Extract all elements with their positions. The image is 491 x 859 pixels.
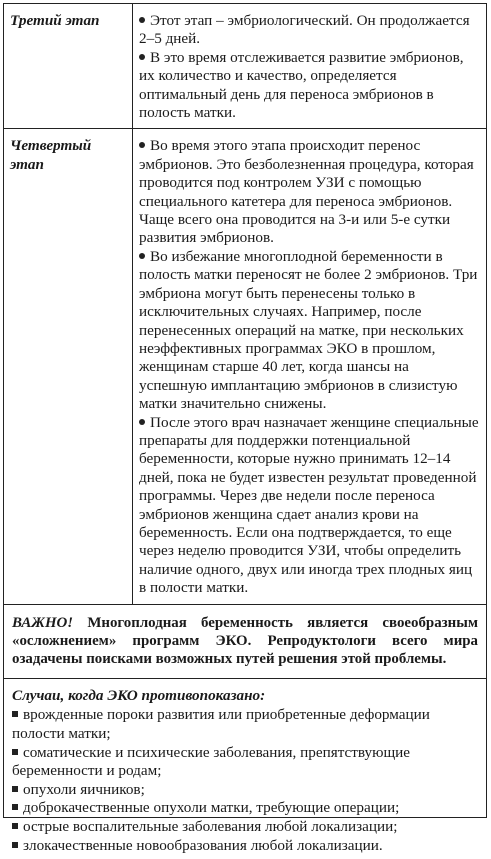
bullet-dot-icon [139,253,145,259]
important-note [4,605,486,679]
bullet-text: В это время отслеживается развитие эмбрионов, их количество и качество, определяется оптимальный день для переноса эмбрионов в полость матки. [139,48,464,122]
bullet-dot-icon [139,419,145,425]
stages-table [4,4,486,605]
bullet-square-icon [12,711,18,717]
list-item-text: врожденные пороки развития или приобретенные деформации полости матки; [12,706,430,742]
stage-name: Четвертый этап [4,129,133,604]
stage-bullet [139,12,480,49]
contraindications-list [12,706,478,855]
stage-name: Третий этап [4,4,133,129]
important-lead: ВАЖНО! [12,614,74,631]
bullet-dot-icon [139,142,145,148]
bullet-square-icon [12,842,18,848]
important-text: Многоплодная беременность является своеобразным «осложнением» программ ЭКО. Репродуктологи всего мира озадачены поисками возможных путей решения этой проблемы. [12,614,478,668]
list-item [12,799,478,818]
stage-bullet [139,414,480,598]
stage-description [133,4,487,129]
list-item-text: опухоли яичников; [23,780,145,798]
list-item-text: злокачественные новообразования любой локализации. [23,836,383,854]
list-item [12,744,478,781]
stage-row-third [4,4,486,129]
bullet-square-icon [12,804,18,810]
list-item-text: соматические и психические заболевания, препятствующие беременности и родам; [12,743,411,780]
stage-bullet [139,137,480,247]
bullet-dot-icon [139,17,145,23]
list-item [12,781,478,800]
stage-bullet [139,248,480,414]
stage-row-fourth [4,129,486,604]
stage-bullet [139,49,480,123]
bullet-text: Во избежание многоплодной беременности в полость матки переносят не более 2 эмбрионов. Три эмбриона могут быть перенесены только в исключительных случаях. Например, после перенесенных операций на матке, при нескольких неэффективных программах ЭКО в прошлом, женщинам старше 40 лет, когда шансы на успешную имплантацию эмбрионов в слизистую матки значительно снижены. [139,247,478,413]
bullet-text: Этот этап – эмбриологический. Он продолжается 2–5 дней. [139,12,470,48]
list-item-text: доброкачественные опухоли матки, требующие операции; [23,799,400,817]
contraindications-section [4,679,486,859]
bullet-dot-icon [139,54,145,60]
list-item [12,706,478,743]
bullet-square-icon [12,823,18,829]
bullet-text: Во время этого этапа происходит перенос эмбрионов. Это безболезненная процедура, которая проводится под контролем УЗИ с помощью специального катетера для переноса эмбрионов. Чаще всего она проводится на 3-и или 5-е сутки развития эмбрионов. [139,137,474,247]
bullet-square-icon [12,786,18,792]
bullet-square-icon [12,749,18,755]
list-item-text: острые воспалительные заболевания любой локализации; [23,817,398,835]
contraindications-heading: Случаи, когда ЭКО противопоказано: [12,686,266,704]
document-page [3,3,487,854]
list-item [12,837,478,856]
stage-description [133,129,487,604]
bullet-text: После этого врач назначает женщине специальные препараты для поддержки потенциальной беременности, которые нужно принимать 12–14 дней, пока не будет известен результат проведенной программы. Через две недели после переноса эмбрионов женщина сдает анализ крови на беременность. Если она подтверждается, то еще через неделю проводится УЗИ, чтобы определить наличие одного, двух или иногда трех плодных яиц в полости матки. [139,413,479,597]
